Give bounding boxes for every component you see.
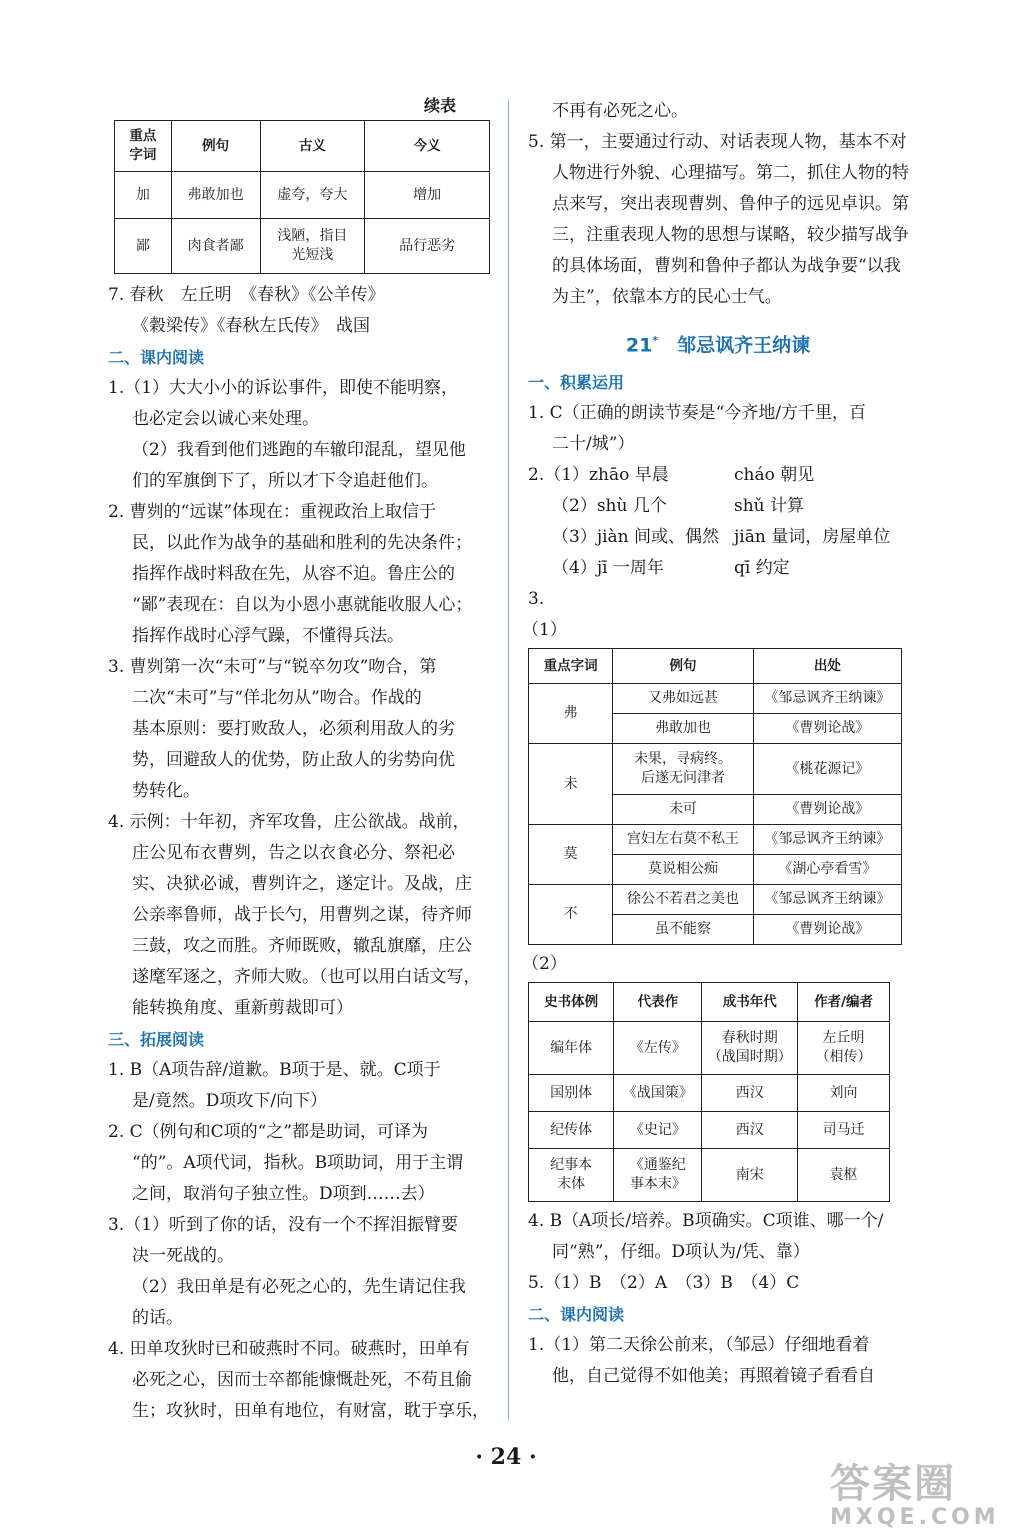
text-line: 指挥作战时心浮气躁，不懂得兵法。 bbox=[132, 626, 404, 646]
pinyin-reading-b: shǔ 计算 bbox=[734, 496, 805, 517]
text-line: 的话。 bbox=[132, 1308, 183, 1328]
text-line: 必死之心，因而士卒都能慷慨赴死，不苟且偷 bbox=[132, 1370, 472, 1390]
right-bottom-answers bbox=[528, 1206, 908, 1392]
header-cell: 出处 bbox=[753, 649, 901, 684]
left-column bbox=[108, 92, 492, 1427]
text-line: 势，回避敌人的优势，防止敌人的劣势向优 bbox=[132, 750, 455, 770]
text-line: 遂麾军逐之，齐师大败。（也可以用白话文写， bbox=[132, 967, 481, 987]
table-cell: 弗敢加也 bbox=[613, 714, 754, 744]
text-line: 4. 示例：十年初，齐军攻鲁，庄公欲战。战前， bbox=[108, 812, 470, 832]
page-number: · 24 · bbox=[475, 1444, 537, 1470]
text-line: 们的军旗倒下了，所以才下令追赶他们。 bbox=[132, 471, 438, 491]
table-row bbox=[115, 219, 490, 274]
table-cell: 加 bbox=[115, 172, 172, 219]
table-row bbox=[115, 172, 490, 219]
text-line: 民，以此作为战争的基础和胜利的先决条件； bbox=[132, 533, 472, 553]
right-top-answers bbox=[528, 96, 908, 313]
lesson-name: 邹忌讽齐王纳谏 bbox=[677, 334, 811, 357]
table-cell: 增加 bbox=[365, 172, 490, 219]
pinyin-answers bbox=[528, 460, 908, 584]
text-line: 1. C（正确的朗读节奏是“今齐地/方千里，百 bbox=[528, 403, 867, 424]
pinyin-reading-a: （2）shù 几个 bbox=[552, 496, 667, 517]
table-row bbox=[529, 1022, 890, 1075]
table-cell: 《通鉴纪 事本末》 bbox=[614, 1149, 702, 1202]
word-meaning-table bbox=[114, 120, 490, 274]
table-cell: 《左传》 bbox=[614, 1022, 702, 1075]
table-cell: 虚夸，夸大 bbox=[260, 172, 365, 219]
table-header-row bbox=[529, 983, 890, 1022]
pinyin-row bbox=[528, 460, 908, 491]
table-cell: 《邹忌讽齐王纳谏》 bbox=[753, 825, 901, 855]
table-cell: 《桃花源记》 bbox=[753, 744, 901, 795]
right-mid-answers bbox=[528, 367, 908, 460]
text-line: 不再有必死之心。 bbox=[552, 101, 688, 121]
text-line: 三鼓，攻之而胜。齐师既败，辙乱旗靡，庄公 bbox=[132, 936, 472, 956]
text-line: 指挥作战时料敌在先，从容不迫。鲁庄公的 bbox=[132, 564, 455, 584]
table-cell: 《曹刿论战》 bbox=[753, 795, 901, 825]
lesson-number: 21 bbox=[625, 334, 653, 357]
table-cell: 编年体 bbox=[529, 1022, 614, 1075]
pinyin-reading-a: （4）jī 一周年 bbox=[552, 558, 664, 579]
section-heading: 一、积累运用 bbox=[528, 373, 625, 393]
word-cell: 莫 bbox=[529, 825, 613, 885]
table-cell: 春秋时期 （战国时期） bbox=[702, 1022, 798, 1075]
text-line: 也必定会以诚心来处理。 bbox=[132, 409, 319, 429]
table-header-row bbox=[115, 121, 490, 172]
table-header-row bbox=[529, 649, 902, 684]
table-cell: 《战国策》 bbox=[614, 1075, 702, 1112]
word-cell: 弗 bbox=[529, 684, 613, 744]
pinyin-reading-a: 2.（1）zhāo 早晨 bbox=[528, 465, 669, 486]
table-cell: 刘向 bbox=[798, 1075, 890, 1112]
section-heading: 二、课内阅读 bbox=[108, 348, 205, 367]
pinyin-reading-b: jiān 量词，房屋单位 bbox=[734, 527, 891, 548]
text-line: 二十/城”） bbox=[552, 434, 635, 455]
table-cell: 《曹刿论战》 bbox=[753, 915, 901, 945]
pinyin-row bbox=[528, 491, 908, 522]
text-line: 2. C（例句和C项的“之”都是助词，可译为 bbox=[108, 1122, 429, 1142]
text-line: 实、决狱必诚，曹刿许之，遂定计。及战，庄 bbox=[132, 874, 472, 894]
pinyin-row bbox=[528, 522, 908, 553]
header-cell: 重点 字词 bbox=[115, 121, 172, 172]
table-cell: 浅陋，指目 光短浅 bbox=[260, 219, 365, 274]
table-row bbox=[529, 1149, 890, 1202]
table-cell: 国别体 bbox=[529, 1075, 614, 1112]
table-row bbox=[529, 885, 902, 915]
table-row bbox=[529, 684, 902, 714]
text-line: 3.（1）听到了你的话，没有一个不挥泪振臂要 bbox=[108, 1215, 459, 1235]
table-cell: 又弗如远甚 bbox=[613, 684, 754, 714]
text-line: 4. 田单攻狄时已和破燕时不同。破燕时，田单有 bbox=[108, 1339, 470, 1359]
text-line: 同“熟”，仔细。D项认为/凭、靠） bbox=[552, 1242, 810, 1263]
table-cell: 司马迁 bbox=[798, 1112, 890, 1149]
text-line: 2. 曹刿的“远谋”体现在：重视政治上取信于 bbox=[108, 502, 437, 522]
text-line: 他，自己觉得不如他美；再照着镜子看看自 bbox=[552, 1366, 875, 1387]
text-line: “的”。A项代词，指秋。B项助词，用于主谓 bbox=[132, 1153, 464, 1173]
watermark-logo: 答案圈 MXQE.COM bbox=[830, 1461, 1000, 1530]
word-cell: 不 bbox=[529, 885, 613, 945]
table-cell: 徐公不若君之美也 bbox=[613, 885, 754, 915]
word-cell: 未 bbox=[529, 744, 613, 825]
table-cell: 弗敢加也 bbox=[171, 172, 260, 219]
table-cell: 袁枢 bbox=[798, 1149, 890, 1202]
text-line: “鄙”表现在：自以为小恩小惠就能收服人心； bbox=[132, 595, 473, 615]
table-cell: 《邹忌讽齐王纳谏》 bbox=[753, 684, 901, 714]
left-answers bbox=[108, 280, 492, 1427]
header-cell: 重点字词 bbox=[529, 649, 613, 684]
key-words-table bbox=[528, 648, 902, 945]
table-row bbox=[529, 744, 902, 795]
text-line: 4. B（A项长/培养。B项确实。C项谁、哪一个/ bbox=[528, 1211, 884, 1232]
lesson-mark: * bbox=[652, 334, 659, 347]
table-cell: 左丘明 （相传） bbox=[798, 1022, 890, 1075]
sub-2-label: （2） bbox=[522, 954, 567, 975]
table-row bbox=[529, 1112, 890, 1149]
table-cell: 西汉 bbox=[702, 1112, 798, 1149]
text-line: 5.（1）B （2）A （3）B （4）C bbox=[528, 1273, 800, 1294]
text-line: 1.（1）第二天徐公前来，（邹忌）仔细地看着 bbox=[528, 1335, 870, 1356]
section-heading: 三、拓展阅读 bbox=[108, 1030, 205, 1049]
text-line: 人物进行外貌、心理描写。第二，抓住人物的特 bbox=[552, 163, 909, 183]
text-line: 《穀梁传》《春秋左氏传》 战国 bbox=[132, 316, 370, 336]
table-row bbox=[529, 1075, 890, 1112]
text-line: 为主”，依靠本方的民心士气。 bbox=[552, 287, 782, 307]
right-column bbox=[522, 96, 909, 1392]
text-line: 是/竟然。D项攻下/向下） bbox=[132, 1091, 328, 1111]
table-cell: 品行恶劣 bbox=[365, 219, 490, 274]
table-cell: 《曹刿论战》 bbox=[753, 714, 901, 744]
text-line: 7. 春秋 左丘明 《春秋》《公羊传》 bbox=[108, 285, 385, 305]
table-cell: 肉食者鄙 bbox=[171, 219, 260, 274]
table-cell: 鄙 bbox=[115, 219, 172, 274]
text-line: 的具体场面，曹刿和鲁仲子都认为战争要“以我 bbox=[552, 256, 901, 276]
pinyin-reading-b: qī 约定 bbox=[734, 558, 790, 579]
text-line: 公亲率鲁师，战于长勺，用曹刿之谋，待齐师 bbox=[132, 905, 472, 925]
text-line: 5. 第一，主要通过行动、对话表现人物，基本不对 bbox=[528, 132, 907, 152]
text-line: 能转换角度、重新剪裁即可） bbox=[132, 998, 353, 1018]
table-row bbox=[529, 825, 902, 855]
table-cell: 宫妇左右莫不私王 bbox=[613, 825, 754, 855]
text-line: （2）我田单是有必死之心的，先生请记住我 bbox=[132, 1277, 466, 1297]
table-cell: 莫说相公痴 bbox=[613, 855, 754, 885]
text-line: 基本原则：要打败敌人，必须利用敌人的劣 bbox=[132, 719, 455, 739]
table-cell: 《湖心亭看雪》 bbox=[753, 855, 901, 885]
pinyin-reading-a: （3）jiàn 间或、偶然 bbox=[552, 527, 720, 548]
column-divider bbox=[508, 100, 509, 1420]
text-line: 1. B（A项告辞/道歉。B项于是、就。C项于 bbox=[108, 1060, 441, 1080]
text-line: （2）我看到他们逃跑的车辙印混乱，望见他 bbox=[132, 440, 466, 460]
text-line: 生；攻狄时，田单有地位，有财富，耽于享乐， bbox=[132, 1401, 489, 1421]
header-cell: 例句 bbox=[613, 649, 754, 684]
history-books-table bbox=[528, 982, 890, 1202]
table-cell: 《邹忌讽齐王纳谏》 bbox=[753, 885, 901, 915]
text-line: 之间，取消句子独立性。D项到……去） bbox=[132, 1184, 435, 1204]
header-cell: 史书体例 bbox=[529, 983, 614, 1022]
pinyin-reading-b: cháo 朝见 bbox=[734, 465, 815, 486]
text-line: 二次“未可”与“佯北勿从”吻合。作战的 bbox=[132, 688, 422, 708]
table-cell: 未可 bbox=[613, 795, 754, 825]
table-cell: 《史记》 bbox=[614, 1112, 702, 1149]
table-cell: 纪传体 bbox=[529, 1112, 614, 1149]
header-cell: 古义 bbox=[260, 121, 365, 172]
section-heading: 二、课内阅读 bbox=[528, 1305, 625, 1325]
table-cell: 未果，寻病终。 后遂无问津者 bbox=[613, 744, 754, 795]
sub-1-label: （1） bbox=[522, 620, 567, 641]
header-cell: 成书年代 bbox=[702, 983, 798, 1022]
pinyin-row bbox=[528, 553, 908, 584]
text-line: 点来写，突出表现曹刿、鲁仲子的远见卓识。第 bbox=[552, 194, 909, 214]
question-3-label: 3. bbox=[528, 589, 545, 610]
text-line: 三，注重表现人物的思想与谋略，较少描写战争 bbox=[552, 225, 909, 245]
text-line: 3. 曹刿第一次“未可”与“锐卒勿攻”吻合，第 bbox=[108, 657, 437, 677]
lesson-title bbox=[528, 321, 908, 365]
table-cell: 西汉 bbox=[702, 1075, 798, 1112]
text-line: 1.（1）大大小小的诉讼事件，即使不能明察， bbox=[108, 378, 459, 398]
header-cell: 代表作 bbox=[614, 983, 702, 1022]
text-line: 决一死战的。 bbox=[132, 1246, 234, 1266]
continued-label: 续表 bbox=[423, 96, 456, 115]
text-line: 庄公见布衣曹刿，告之以衣食必分、祭祀必 bbox=[132, 843, 455, 863]
header-cell: 例句 bbox=[171, 121, 260, 172]
header-cell: 今义 bbox=[365, 121, 490, 172]
table-cell: 南宋 bbox=[702, 1149, 798, 1202]
table-cell: 纪事本 末体 bbox=[529, 1149, 614, 1202]
table-cell: 虽不能察 bbox=[613, 915, 754, 945]
header-cell: 作者/编者 bbox=[798, 983, 890, 1022]
text-line: 势转化。 bbox=[132, 781, 200, 801]
